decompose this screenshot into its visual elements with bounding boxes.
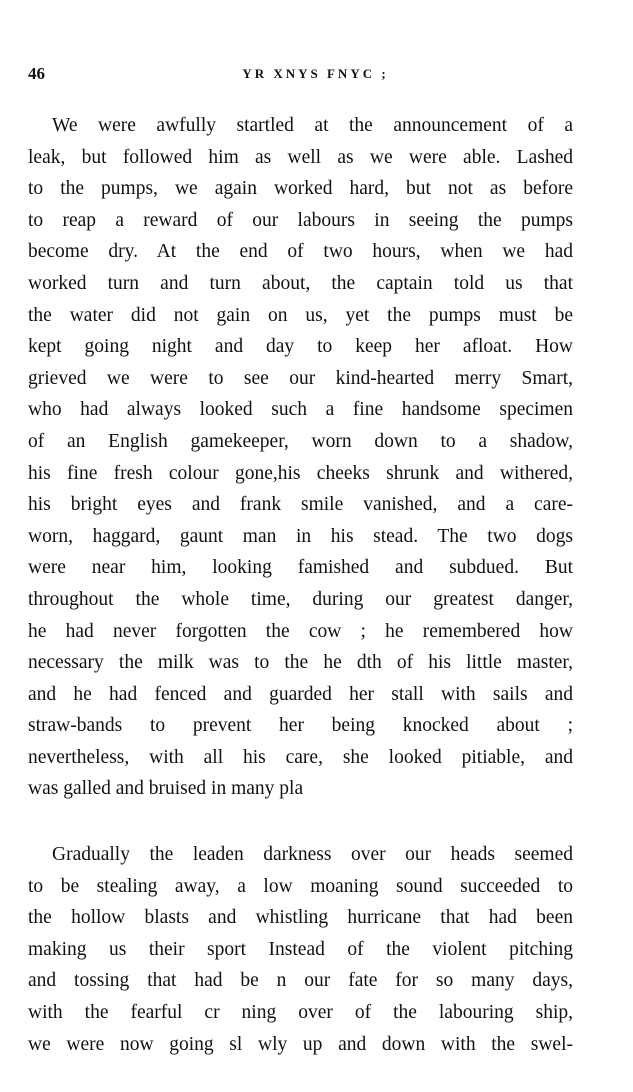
- paragraph-2: [28, 839, 573, 1060]
- text-line: was galled and bruised in many pla: [28, 778, 304, 800]
- text-line: We were awfully startled at the announcement of a: [52, 115, 573, 136]
- text-line: nevertheless, with all his care, she looked pitiable, and: [28, 746, 573, 768]
- text-line: were near him, looking famished and subdued. But: [28, 557, 573, 579]
- text-line: he had never forgotten the cow ; he remembered how: [28, 620, 573, 642]
- text-line: to reap a reward of our labours in seeing the pumps: [28, 209, 573, 231]
- text-line: to be stealing away, a low moaning sound succeeded to: [28, 875, 573, 897]
- text-line: of an English gamekeeper, worn down to a shadow,: [28, 430, 573, 452]
- text-line: the water did not gain on us, yet the pumps must be: [28, 304, 573, 326]
- text-line: making us their sport Instead of the violent pitching: [28, 938, 573, 960]
- text-line: who had always looked such a fine handsome specimen: [28, 399, 573, 421]
- text-line: we were now going sl wly up and down with the swel-: [28, 1033, 573, 1055]
- paragraph-1: [28, 110, 573, 805]
- text-line: to the pumps, we again worked hard, but not as before: [28, 178, 573, 200]
- text-line: his fine fresh colour gone,his cheeks shrunk and withered,: [28, 462, 573, 484]
- text-line: the hollow blasts and whistling hurricane that had been: [28, 907, 573, 929]
- text-line: and he had fenced and guarded her stall with sails and: [28, 683, 573, 705]
- page-header: [28, 64, 603, 88]
- text-line: become dry. At the end of two hours, when we had: [28, 241, 573, 263]
- text-line: leak, but followed him as well as we were able. Lashed: [28, 146, 573, 168]
- text-line: Gradually the leaden darkness over our heads seemed: [52, 844, 573, 865]
- text-line: kept going night and day to keep her afloat. How: [28, 336, 573, 358]
- text-line: and tossing that had be n our fate for so many days,: [28, 970, 573, 992]
- text-line: straw-bands to prevent her being knocked about ;: [28, 715, 573, 737]
- text-line: with the fearful cr ning over of the labouring ship,: [28, 1001, 573, 1023]
- text-line: grieved we were to see our kind-hearted merry Smart,: [28, 367, 573, 389]
- running-head: YR XNYS FNYC ;: [242, 66, 389, 81]
- page-number: 46: [28, 64, 45, 83]
- text-line: necessary the milk was to the he dth of his little master,: [28, 652, 573, 674]
- text-line: his bright eyes and frank smile vanished, and a care-: [28, 494, 573, 516]
- text-line: throughout the whole time, during our greatest danger,: [28, 588, 573, 610]
- text-line: worn, haggard, gaunt man in his stead. The two dogs: [28, 525, 573, 547]
- text-line: worked turn and turn about, the captain told us that: [28, 272, 573, 294]
